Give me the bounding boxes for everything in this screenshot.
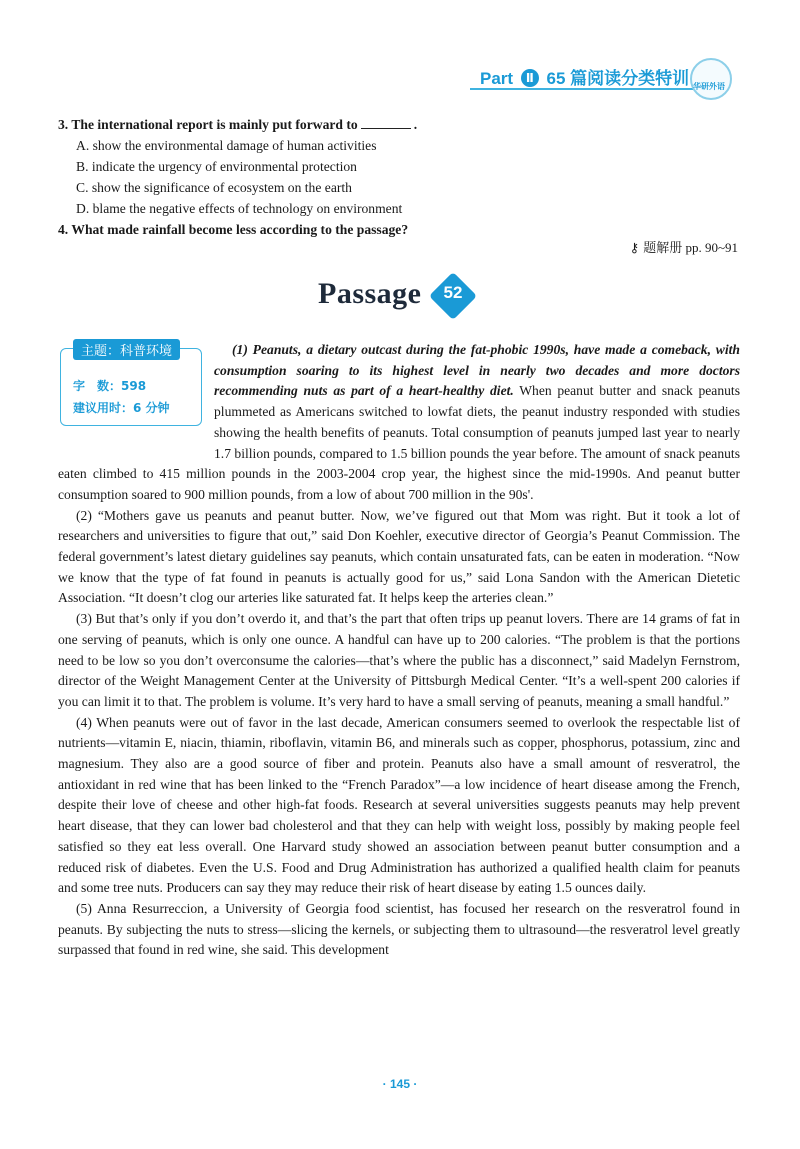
question-3-option-b: B. indicate the urgency of environmental protection: [76, 159, 357, 174]
topic-box-spacer: [58, 340, 214, 444]
passage-body: [58, 340, 740, 961]
paragraph-1-text: When peanut butter and snack peanuts plummeted as Americans switched to lowfat diets, the peanut industry responded with studies showing the health benefits of peanuts. Total consumption of peanuts jumped last year to nearly 1.7 billion pounds, compared to 1.5 billion pounds the year before. The amount of snack peanuts eaten climbed to 415 million pounds in the 2003-2004 crop year, the highest since the mid-1990s. And peanut butter consumption soared to 900 million pounds, from a low of about 700 million in the 90s'.: [58, 383, 740, 502]
question-3-option-d: D. blame the negative effects of technology on environment: [76, 201, 403, 216]
publisher-logo-icon: [690, 58, 732, 100]
key-icon: ⚷: [629, 241, 640, 256]
answer-key-text: 题解册 pp. 90~91: [643, 240, 738, 255]
question-3-stem: 3. The international report is mainly put forward to .: [58, 117, 418, 132]
page-number: · 145 ·: [382, 1077, 418, 1091]
answer-blank: [361, 128, 411, 129]
passage-number: 52: [443, 283, 463, 302]
passage-title: Passage: [318, 277, 422, 310]
word-count: 字 数：598: [73, 379, 147, 393]
paragraph-2: (2) “Mothers gave us peanuts and peanut butter. Now, we’ve figured out that Mom was right. But it took a lot of researchers and universities to figure that out,” said Don Koehler, executive director of Georgia’s Peanut Commission. The federal government’s latest dietary guidelines say peanuts, which contain unsaturated fats, can be eaten in moderation. “Now we know that the type of fat found in peanuts is actually good for us,” said Lona Sandon with the American Dietetic Association. “It doesn’t clog our arteries like saturated fat. It helps keep the arteries clean.”: [58, 507, 740, 606]
paragraph-3: (3) But that’s only if you don’t overdo it, and that’s the part that often trips up peanut lovers. There are 14 grams of fat in one serving of peanuts, which is only one ounce. A handful can have up to 200 calories. “The problem is that the portions need to be low so you don’t overconsume the calories—that’s where the public has a disconnect,” said Madelyn Fernstrom, director of the Weight Management Center at the University of Pittsburgh Medical Center. “It’s a well-spent 200 calories if you can limit it to that. The problem is volume. It’s very hard to have a small serving of peanuts, meaning a small handful.”: [58, 611, 740, 709]
question-3-option-c: C. show the significance of ecosystem on the earth: [76, 180, 352, 195]
publisher-logo-text: 华研外语: [693, 82, 725, 91]
header-rule: [470, 88, 722, 90]
answer-key-reference: [630, 237, 738, 256]
part-numeral-badge: Ⅱ: [521, 69, 539, 87]
paragraph-4: (4) When peanuts were out of favor in the last decade, American consumers seemed to overlook the respectable list of nutrients—vitamin E, niacin, thiamin, riboflavin, vitamin B6, and minerals such as copper, phosphorus, potassium, zinc and magnesium. They also are a good source of fiber and protein. Peanuts also have a small amount of resveratrol, the antioxidant in red wine that has been linked to the “French Paradox”—a low incidence of heart disease among the French, despite their love of cheese and other high-fat foods. Research at several universities suggests peanuts may help prevent heart disease, that they can lower bad cholesterol and that they can help with weight loss, possibly by making people feel satisfied so they eat less overall. One Harvard study showed an association between peanut butter consumption and a reduced risk of diabetes. Even the U.S. Food and Drug Administration has authorized a qualified health claim for peanuts and some tree nuts. Producers can say they may reduce their risk of heart disease by eating 1.5 ounces daily.: [58, 714, 740, 896]
suggested-time: 建议用时：6 分钟: [73, 401, 170, 415]
paragraph-1-lead: (1) Peanuts, a dietary outcast during the fat-phobic 1990s, have made a comeback, with consumption soaring to its highest level in nearly two decades and more doctors recommending nuts as part of a heart-healthy diet.: [214, 342, 740, 399]
part-prefix: Part: [480, 69, 514, 88]
topic-heading: 主题：科普环境: [73, 339, 180, 360]
question-block: [58, 114, 758, 240]
question-3-option-a: A. show the environmental damage of human activities: [76, 138, 377, 153]
page-header: [0, 0, 800, 110]
running-title: [480, 64, 689, 89]
question-4-stem: 4. What made rainfall become less according to the passage?: [58, 222, 409, 237]
paragraph-5: (5) Anna Resurreccion, a University of Georgia food scientist, has focused her research on the resveratrol found in peanuts. By subjecting the nuts to stress—slicing the kernels, or subjecting them to ultrasound—the resveratrol level greatly surpassed that found in red wine, she said. This development: [58, 900, 740, 958]
part-title: 65 篇阅读分类特训: [546, 69, 690, 88]
